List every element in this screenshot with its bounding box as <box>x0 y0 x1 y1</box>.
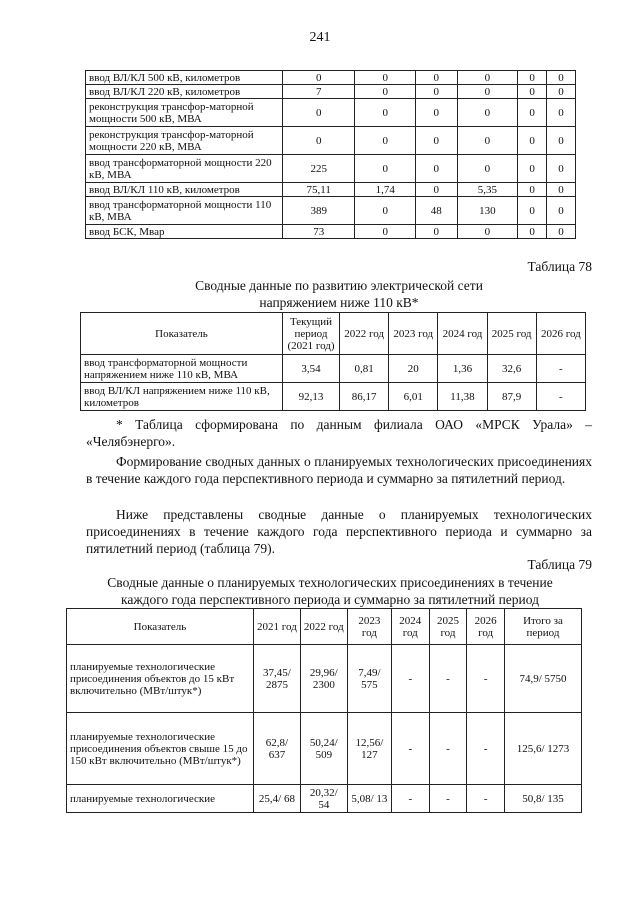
cell: 0 <box>518 183 547 197</box>
cell: 0 <box>518 197 547 225</box>
paragraph: Формирование сводных данных о планируемых технологических присоединениях в течение каждого года перспективного периода и суммарно за пятилетний период. <box>86 454 592 486</box>
column-header: 2021 год <box>254 609 301 645</box>
cell: 0 <box>457 85 518 99</box>
cell: - <box>391 785 429 813</box>
cell: 0 <box>547 127 576 155</box>
cell: 0 <box>457 225 518 239</box>
row-label: ввод БСК, Мвар <box>86 225 283 239</box>
table-row <box>86 197 576 225</box>
table-row <box>81 355 586 383</box>
cell: 48 <box>416 197 458 225</box>
cell: 0 <box>457 127 518 155</box>
cell: 0 <box>457 71 518 85</box>
cell: 0 <box>457 155 518 183</box>
table79-title-line2: каждого года перспективного периода и суммарно за пятилетний период <box>121 592 539 607</box>
cell: 12,56/ 127 <box>347 713 391 785</box>
cell: 130 <box>457 197 518 225</box>
cell: 0 <box>547 225 576 239</box>
cell: 0 <box>547 197 576 225</box>
footnote: * Таблица сформирована по данным филиала ОАО «МРСК Урала» – «Челябэнерго». <box>86 417 592 449</box>
row-label: планируемые технологические присоединения объектов до 15 кВт включительно (МВт/штук*) <box>67 645 254 713</box>
row-label: ввод трансформаторной мощности напряжением ниже 110 кВ, МВА <box>81 355 283 383</box>
table-79 <box>66 608 582 813</box>
cell: 0 <box>547 85 576 99</box>
column-header: 2025 год <box>429 609 467 645</box>
column-header: 2022 год <box>300 609 347 645</box>
cell: 0 <box>416 85 458 99</box>
cell: - <box>536 383 585 411</box>
table-row <box>86 183 576 197</box>
table79-title-line1: Сводные данные о планируемых технологических присоединениях в течение <box>107 575 553 590</box>
cell: 0 <box>518 85 547 99</box>
cell: 0 <box>416 71 458 85</box>
column-header: 2022 год <box>340 313 389 355</box>
cell: 3,54 <box>283 355 340 383</box>
row-label: ввод трансформаторной мощности 110 кВ, МВА <box>86 197 283 225</box>
cell: 50,24/ 509 <box>300 713 347 785</box>
column-header: Текущий период (2021 год) <box>283 313 340 355</box>
cell: 0 <box>416 225 458 239</box>
cell: 0 <box>355 127 416 155</box>
cell: - <box>391 713 429 785</box>
table-row <box>86 85 576 99</box>
cell: 0 <box>355 85 416 99</box>
cell: 92,13 <box>283 383 340 411</box>
cell: 0 <box>355 71 416 85</box>
row-label: планируемые технологические присоединения объектов свыше 15 до 150 кВт включительно (МВт/штук*) <box>67 713 254 785</box>
cell: 0 <box>355 225 416 239</box>
cell: 20 <box>389 355 438 383</box>
cell: - <box>429 713 467 785</box>
cell: 0 <box>355 197 416 225</box>
row-label: ввод ВЛ/КЛ 500 кВ, километров <box>86 71 283 85</box>
table-row <box>86 99 576 127</box>
column-header: 2024 год <box>438 313 487 355</box>
cell: 0 <box>518 71 547 85</box>
row-label: ввод ВЛ/КЛ 220 кВ, километров <box>86 85 283 99</box>
cell: 50,8/ 135 <box>505 785 582 813</box>
column-header: 2024 год <box>391 609 429 645</box>
cell: 25,4/ 68 <box>254 785 301 813</box>
cell: 0 <box>547 155 576 183</box>
table78-title-line2: напряжением ниже 110 кВ* <box>259 295 419 310</box>
table-row <box>67 713 582 785</box>
row-label: ввод ВЛ/КЛ напряжением ниже 110 кВ, километров <box>81 383 283 411</box>
column-header: Показатель <box>81 313 283 355</box>
table-power-grid-continuation <box>85 70 576 239</box>
cell: - <box>467 645 505 713</box>
table-78 <box>80 312 586 411</box>
table-row <box>86 225 576 239</box>
cell: 32,6 <box>487 355 536 383</box>
cell: - <box>391 645 429 713</box>
row-label: планируемые технологические <box>67 785 254 813</box>
cell: 74,9/ 5750 <box>505 645 582 713</box>
column-header: 2026 год <box>467 609 505 645</box>
table-header-row <box>67 609 582 645</box>
cell: - <box>429 645 467 713</box>
cell: 73 <box>283 225 355 239</box>
cell: 37,45/ 2875 <box>254 645 301 713</box>
cell: 11,38 <box>438 383 487 411</box>
cell: 0,81 <box>340 355 389 383</box>
table78-caption: Таблица 78 <box>527 259 592 274</box>
cell: 0 <box>547 71 576 85</box>
paragraph: Ниже представлены сводные данные о планируемых технологических присоединениях в течение каждого года перспективного периода и суммарно за пятилетний период (таблица 79). <box>86 507 592 556</box>
row-label: ввод трансформаторной мощности 220 кВ, МВА <box>86 155 283 183</box>
cell: 0 <box>416 99 458 127</box>
column-header: Показатель <box>67 609 254 645</box>
table-row <box>86 155 576 183</box>
table78-title-line1: Сводные данные по развитию электрической сети <box>195 278 483 293</box>
column-header: 2023 год <box>347 609 391 645</box>
table79-caption: Таблица 79 <box>527 557 592 572</box>
cell: 86,17 <box>340 383 389 411</box>
cell: 0 <box>457 99 518 127</box>
column-header: 2025 год <box>487 313 536 355</box>
cell: - <box>467 713 505 785</box>
cell: 7,49/ 575 <box>347 645 391 713</box>
page-number: 241 <box>309 30 331 45</box>
cell: 75,11 <box>283 183 355 197</box>
cell: 0 <box>518 225 547 239</box>
row-label: реконструкция трансфор-маторной мощности 220 кВ, МВА <box>86 127 283 155</box>
cell: 7 <box>283 85 355 99</box>
cell: 6,01 <box>389 383 438 411</box>
table-row <box>86 127 576 155</box>
table-row <box>81 383 586 411</box>
column-header: Итого за период <box>505 609 582 645</box>
cell: 0 <box>518 99 547 127</box>
column-header: 2026 год <box>536 313 585 355</box>
cell: 0 <box>547 183 576 197</box>
cell: - <box>429 785 467 813</box>
cell: 87,9 <box>487 383 536 411</box>
table-row <box>86 71 576 85</box>
cell: 0 <box>416 155 458 183</box>
cell: 0 <box>518 155 547 183</box>
cell: 389 <box>283 197 355 225</box>
cell: 0 <box>283 99 355 127</box>
table-row <box>67 645 582 713</box>
cell: - <box>467 785 505 813</box>
cell: 0 <box>416 183 458 197</box>
table-row <box>67 785 582 813</box>
cell: 62,8/ 637 <box>254 713 301 785</box>
cell: 0 <box>283 71 355 85</box>
cell: 20,32/ 54 <box>300 785 347 813</box>
row-label: реконструкция трансфор-маторной мощности 500 кВ, МВА <box>86 99 283 127</box>
cell: 0 <box>283 127 355 155</box>
table-header-row <box>81 313 586 355</box>
cell: 225 <box>283 155 355 183</box>
cell: 1,36 <box>438 355 487 383</box>
cell: 0 <box>547 99 576 127</box>
cell: 1,74 <box>355 183 416 197</box>
cell: 125,6/ 1273 <box>505 713 582 785</box>
cell: - <box>536 355 585 383</box>
cell: 0 <box>416 127 458 155</box>
cell: 0 <box>518 127 547 155</box>
cell: 0 <box>355 99 416 127</box>
cell: 5,35 <box>457 183 518 197</box>
cell: 0 <box>355 155 416 183</box>
cell: 29,96/ 2300 <box>300 645 347 713</box>
column-header: 2023 год <box>389 313 438 355</box>
cell: 5,08/ 13 <box>347 785 391 813</box>
row-label: ввод ВЛ/КЛ 110 кВ, километров <box>86 183 283 197</box>
